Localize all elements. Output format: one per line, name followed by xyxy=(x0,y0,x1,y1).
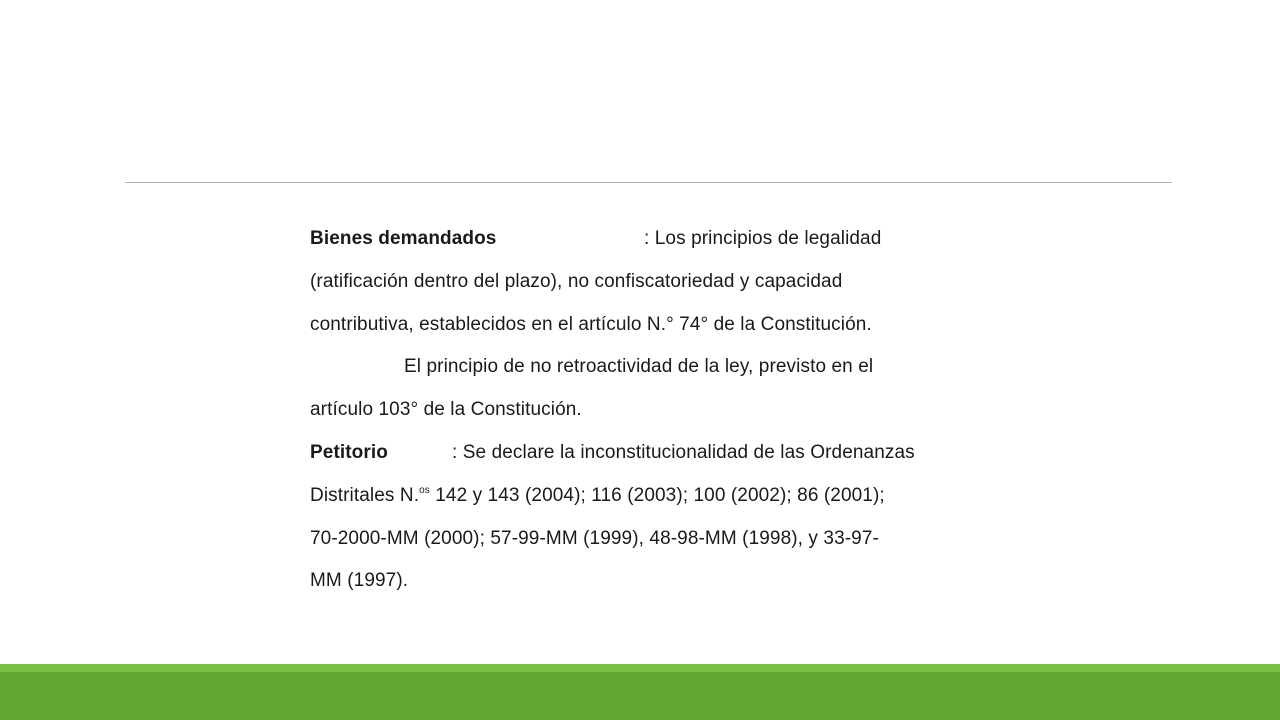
footer-accent-strip xyxy=(0,664,1280,672)
petitorio-text-2-post: 142 y 143 (2004); 116 (2003); 100 (2002); 86 (2001); xyxy=(429,484,885,506)
petitorio-text-1: : Se declare la inconstitucionalidad de las Ordenanzas xyxy=(452,441,915,463)
petitorio-superscript: os xyxy=(419,484,430,496)
bienes-line-2 xyxy=(310,261,1010,304)
bienes-text-3: contributiva, establecidos en el artículo N.° 74° de la Constitución. xyxy=(310,313,872,335)
bienes-text-1: : Los principios de legalidad xyxy=(644,228,882,249)
bienes-line-1 xyxy=(310,218,1010,261)
footer-bar xyxy=(0,672,1280,720)
petitorio-line-3 xyxy=(310,518,1010,561)
petitorio-line-1 xyxy=(310,432,1010,475)
petitorio-text-4: MM (1997). xyxy=(310,570,409,592)
petitorio-text-2-pre: Distritales N. xyxy=(310,484,420,506)
bienes-line-3 xyxy=(310,304,1010,347)
bienes-line-4 xyxy=(310,346,1010,389)
bienes-text-5: artículo 103° de la Constitución. xyxy=(310,399,582,421)
petitorio-line-4 xyxy=(310,560,1010,603)
bienes-text-2: (ratificación dentro del plazo), no confiscatoriedad y capacidad xyxy=(310,270,843,292)
slide-body xyxy=(310,218,1010,603)
bienes-label: Bienes demandados xyxy=(310,228,497,249)
header-divider xyxy=(125,182,1172,183)
bienes-line-5 xyxy=(310,389,1010,432)
petitorio-line-2 xyxy=(310,475,1010,518)
bienes-text-4: El principio de no retroactividad de la ley, previsto en el xyxy=(404,356,874,378)
petitorio-text-3: 70-2000-MM (2000); 57-99-MM (1999), 48-98-MM (1998), y 33-97- xyxy=(310,527,879,549)
petitorio-label: Petitorio xyxy=(310,441,388,463)
